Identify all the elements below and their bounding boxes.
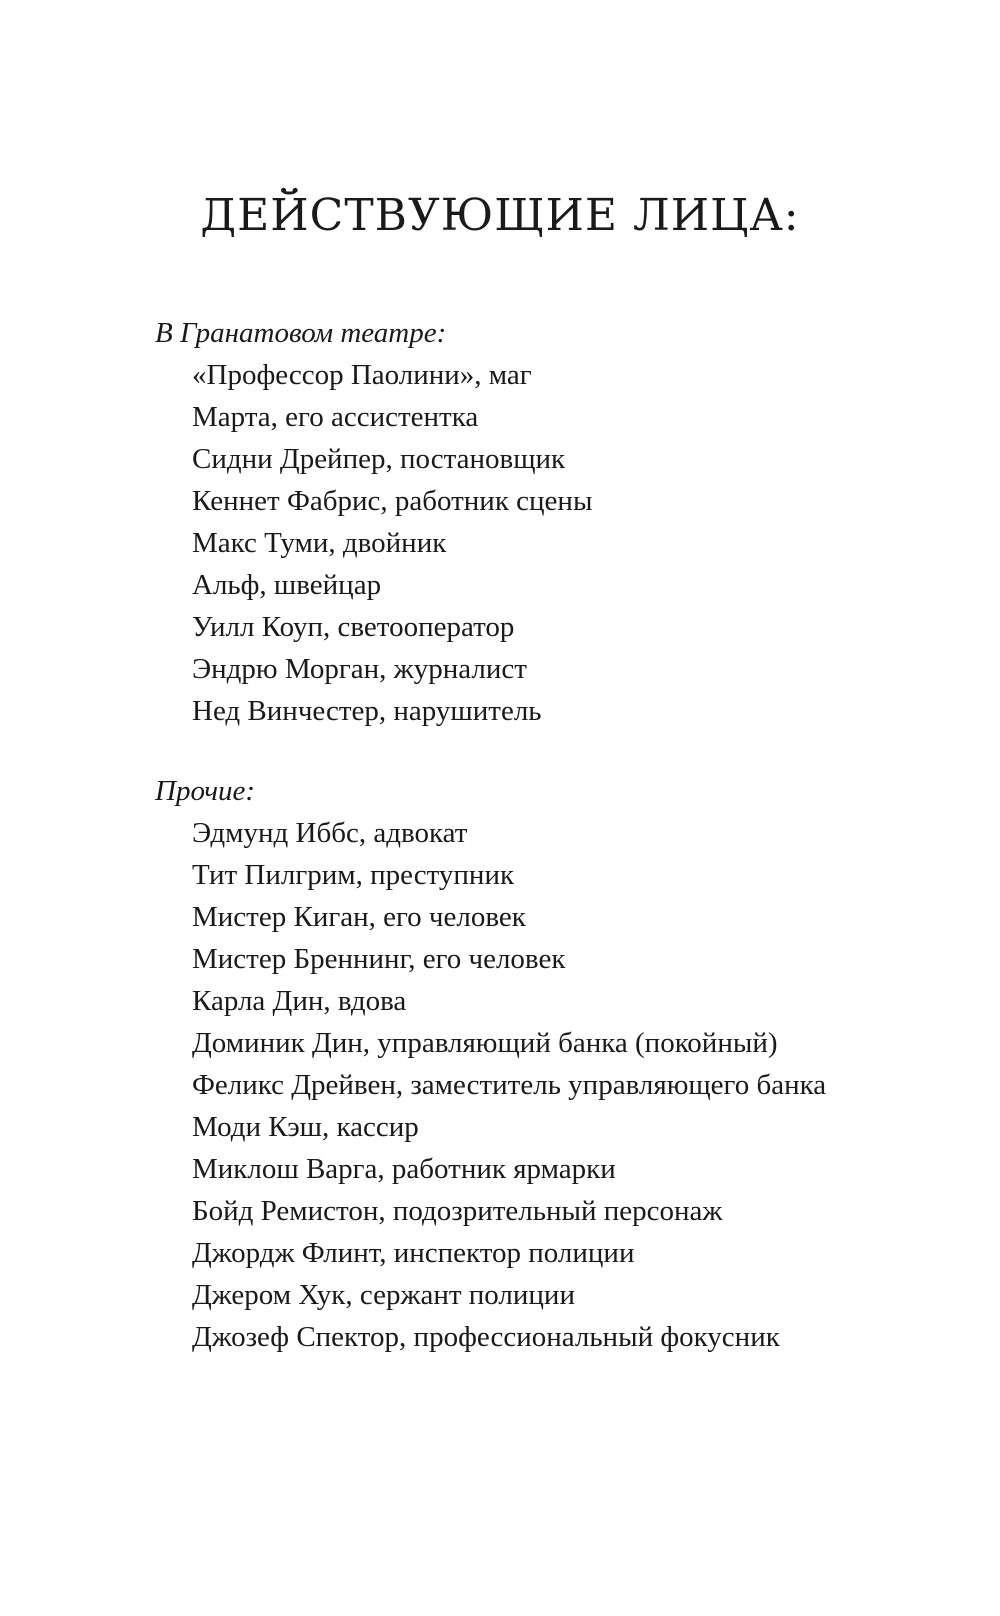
- cast-section-others: [155, 770, 960, 1358]
- section-heading: В Гранатовом театре:: [155, 317, 447, 349]
- cast-item: Кеннет Фабрис, работник сцены: [192, 485, 593, 517]
- cast-item: Уилл Коуп, светооператор: [192, 611, 515, 643]
- cast-item: Моди Кэш, кассир: [192, 1111, 419, 1143]
- cast-item: Альф, швейцар: [192, 569, 382, 601]
- cast-item: Тит Пилгрим, преступник: [192, 859, 515, 891]
- cast-item: Мистер Бреннинг, его человек: [192, 943, 566, 975]
- cast-item: Макс Туми, двойник: [192, 527, 447, 559]
- cast-item: Карла Дин, вдова: [192, 985, 407, 1017]
- cast-item: Марта, его ассистентка: [192, 401, 479, 433]
- cast-item: Эндрю Морган, журналист: [192, 653, 527, 685]
- page-title: ДЕЙСТВУЮЩИЕ ЛИЦА:: [200, 190, 800, 241]
- cast-item: Мистер Киган, его человек: [192, 901, 526, 933]
- cast-item: Миклош Варга, работник ярмарки: [192, 1153, 616, 1185]
- section-heading: Прочие:: [155, 775, 256, 807]
- cast-item: «Профессор Паолини», маг: [192, 359, 532, 391]
- cast-item: Сидни Дрейпер, постановщик: [192, 443, 566, 475]
- cast-item: Нед Винчестер, нарушитель: [192, 695, 542, 727]
- cast-item: Джером Хук, сержант полиции: [192, 1279, 575, 1311]
- cast-list: [155, 354, 960, 732]
- cast-item: Бойд Ремистон, подозрительный персонаж: [192, 1195, 723, 1227]
- cast-item: Доминик Дин, управляющий банка (покойный): [192, 1027, 778, 1059]
- cast-item: Джордж Флинт, инспектор полиции: [192, 1237, 635, 1269]
- cast-section-theatre: [155, 312, 960, 732]
- cast-list: [155, 812, 960, 1358]
- cast-item: Феликс Дрейвен, заместитель управляющего банка: [192, 1069, 827, 1101]
- cast-item: Джозеф Спектор, профессиональный фокусник: [192, 1321, 780, 1353]
- cast-item: Эдмунд Иббс, адвокат: [192, 817, 468, 849]
